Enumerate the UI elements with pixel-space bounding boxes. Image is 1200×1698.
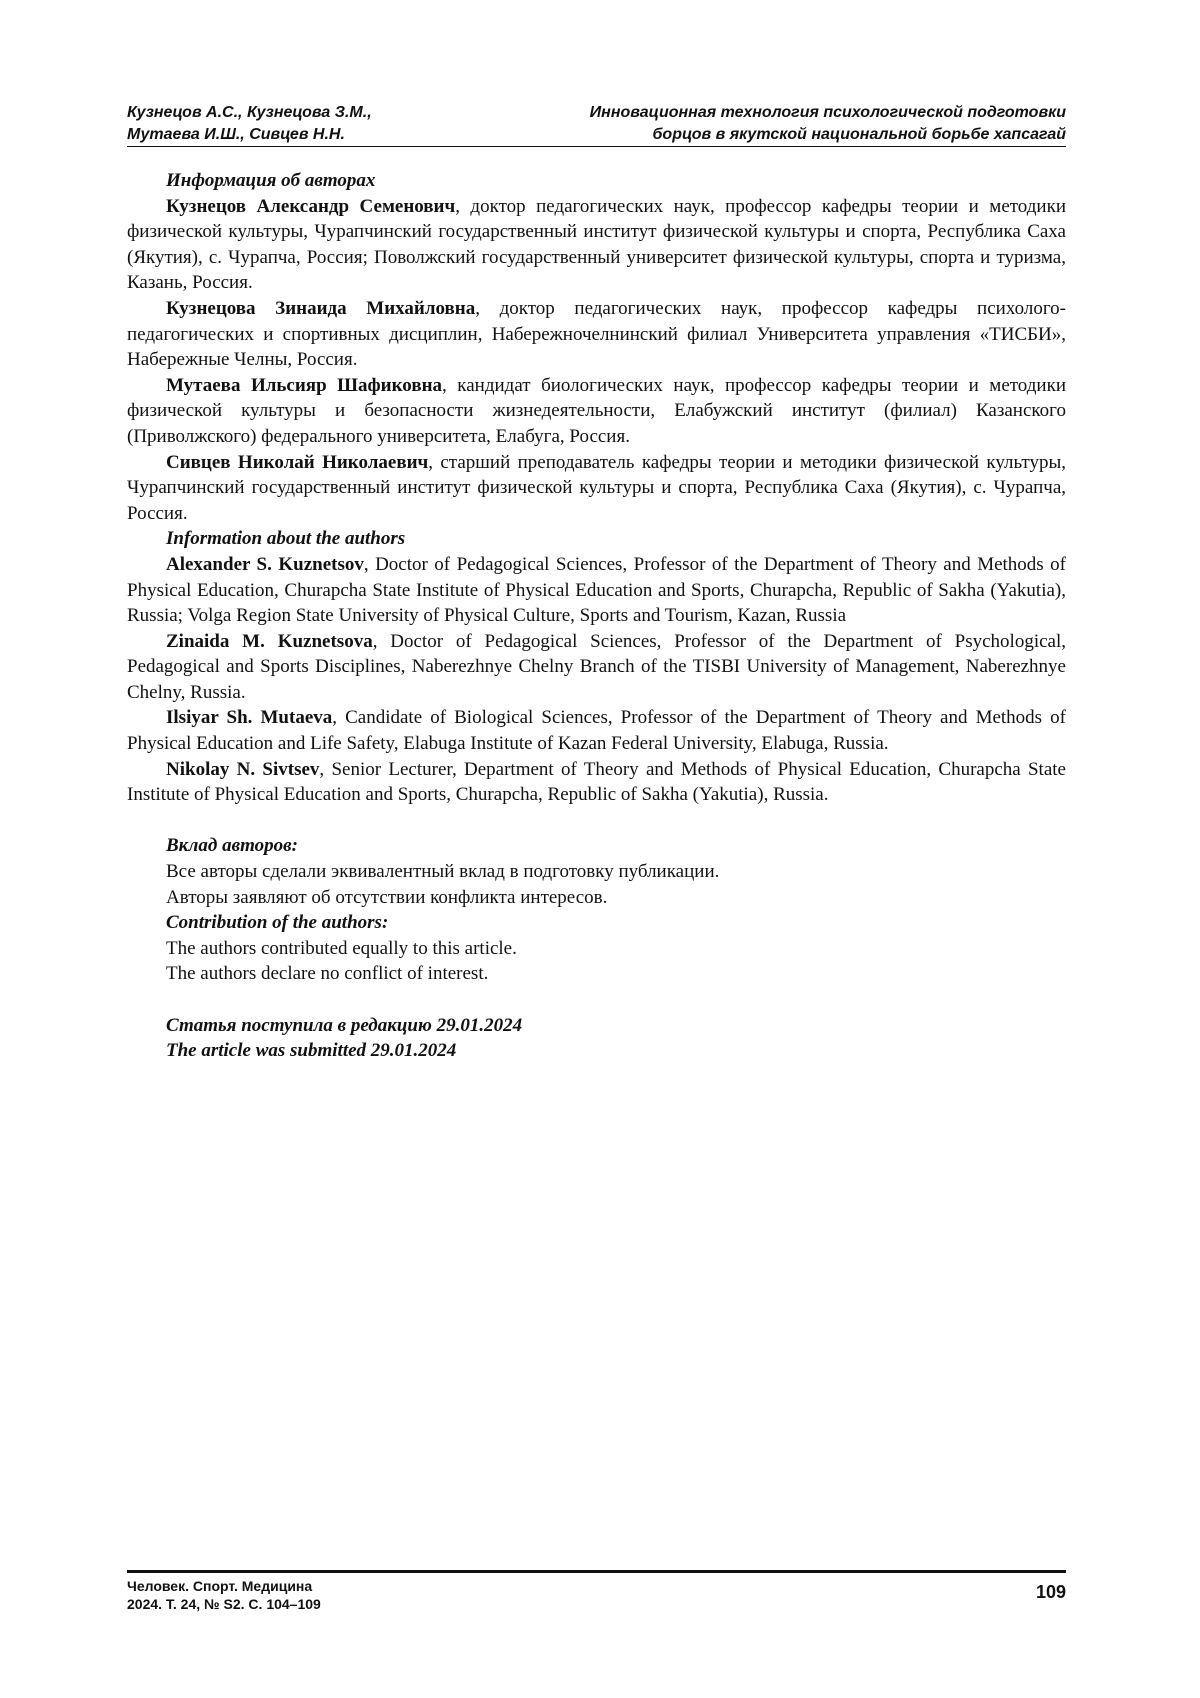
en-submission-date: The article was submitted 29.01.2024: [127, 1038, 1066, 1064]
author-name: Alexander S. Kuznetsov: [166, 554, 364, 575]
ru-contribution-text: Все авторы сделали эквивалентный вклад в подготовку публикации.: [127, 859, 1066, 885]
header-authors-line2: Мутаева И.Ш., Сивцев Н.Н.: [127, 124, 372, 146]
en-contribution-heading: Contribution of the authors:: [127, 910, 1066, 936]
en-conflict-text: The authors declare no conflict of interest.: [127, 961, 1066, 987]
author-name: Сивцев Николай Николаевич: [166, 452, 428, 473]
footer-journal: Человек. Спорт. Медицина: [127, 1577, 321, 1595]
author-name: Nikolay N. Sivtsev: [166, 759, 319, 780]
en-author-entry: [127, 757, 1066, 808]
en-author-entry: [127, 552, 1066, 629]
author-name: Кузнецова Зинаида Михайловна: [166, 298, 475, 319]
author-details: , Candidate of Biological Sciences, Professor of the Department of Theory and Methods of Physical Education and Life Safety, Elabuga Institute of Kazan Federal University, Elabuga, Russia.: [127, 707, 1066, 754]
spacer: [127, 987, 1066, 1013]
en-author-entry: [127, 629, 1066, 706]
author-details: , кандидат биологических наук, профессор кафедры теории и методики физической культуры и безопасности жизнедеятельности, Елабужский институт (филиал) Казанского (Приволжского) федерального университета, Елабуга, Россия.: [127, 375, 1066, 447]
ru-author-entry: [127, 373, 1066, 450]
author-name: Кузнецов Александр Семенович: [166, 196, 455, 217]
author-details: , старший преподаватель кафедры теории и методики физической культуры, Чурапчинский государственный институт физической культуры и спорта, Республика Саха (Якутия), с. Чурапча, Россия.: [127, 452, 1066, 524]
ru-submission-date: Статья поступила в редакцию 29.01.2024: [127, 1013, 1066, 1039]
header-authors: [127, 102, 372, 146]
ru-author-entry: [127, 296, 1066, 373]
author-name: Zinaida M. Kuznetsova: [166, 631, 373, 652]
ru-author-entry: [127, 450, 1066, 527]
header-title-line1: Инновационная технология психологической подготовки: [590, 102, 1066, 124]
page: [0, 0, 1200, 1698]
header-authors-line1: Кузнецов А.С., Кузнецова З.М.,: [127, 102, 372, 124]
author-details: , доктор педагогических наук, профессор кафедры теории и методики физической культуры, Чурапчинский государственный институт физической культуры и спорта, Республика Саха (Якутия), с. Чурапча, Россия; Поволжский государственный университет физической культуры, спорта и туризма, Казань, Россия.: [127, 196, 1066, 294]
footer-issue: 2024. Т. 24, № S2. С. 104–109: [127, 1595, 321, 1613]
article-body: [127, 168, 1066, 1064]
footer-citation: [127, 1577, 321, 1613]
footer-divider: [127, 1570, 1066, 1573]
ru-author-entry: [127, 194, 1066, 296]
en-authors-heading: Information about the authors: [127, 526, 1066, 552]
en-author-entry: [127, 705, 1066, 756]
header-divider: [127, 146, 1066, 147]
author-details: , Doctor of Pedagogical Sciences, Professor of the Department of Psychological, Pedagogical and Sports Disciplines, Naberezhnye Chelny Branch of the TISBI University of Management, Naberezhnye Chelny, Russia.: [127, 631, 1066, 703]
ru-authors-heading: Информация об авторах: [127, 168, 1066, 194]
spacer: [127, 808, 1066, 834]
ru-contribution-heading: Вклад авторов:: [127, 833, 1066, 859]
header-title: [590, 102, 1066, 146]
author-name: Ilsiyar Sh. Mutaeva: [166, 707, 332, 728]
ru-conflict-text: Авторы заявляют об отсутствии конфликта интересов.: [127, 885, 1066, 911]
page-number: 109: [1036, 1583, 1066, 1601]
header-title-line2: борцов в якутской национальной борьбе хапсагай: [590, 124, 1066, 146]
en-contribution-text: The authors contributed equally to this article.: [127, 936, 1066, 962]
author-details: , Senior Lecturer, Department of Theory and Methods of Physical Education, Churapcha State Institute of Physical Education and Sports, Churapcha, Republic of Sakha (Yakutia), Russia.: [127, 759, 1066, 806]
author-details: , Doctor of Pedagogical Sciences, Professor of the Department of Theory and Methods of Physical Education, Churapcha State Institute of Physical Education and Sports, Churapcha, Republic of Sakha (Yakutia), Russia; Volga Region State University of Physical Culture, Sports and Tourism, Kazan, Russia: [127, 554, 1066, 626]
author-details: , доктор педагогических наук, профессор кафедры психолого-педагогических и спортивных дисциплин, Набережночелнинский филиал Университета управления «ТИСБИ», Набережные Челны, Россия.: [127, 298, 1066, 370]
author-name: Мутаева Ильсияр Шафиковна: [166, 375, 442, 396]
